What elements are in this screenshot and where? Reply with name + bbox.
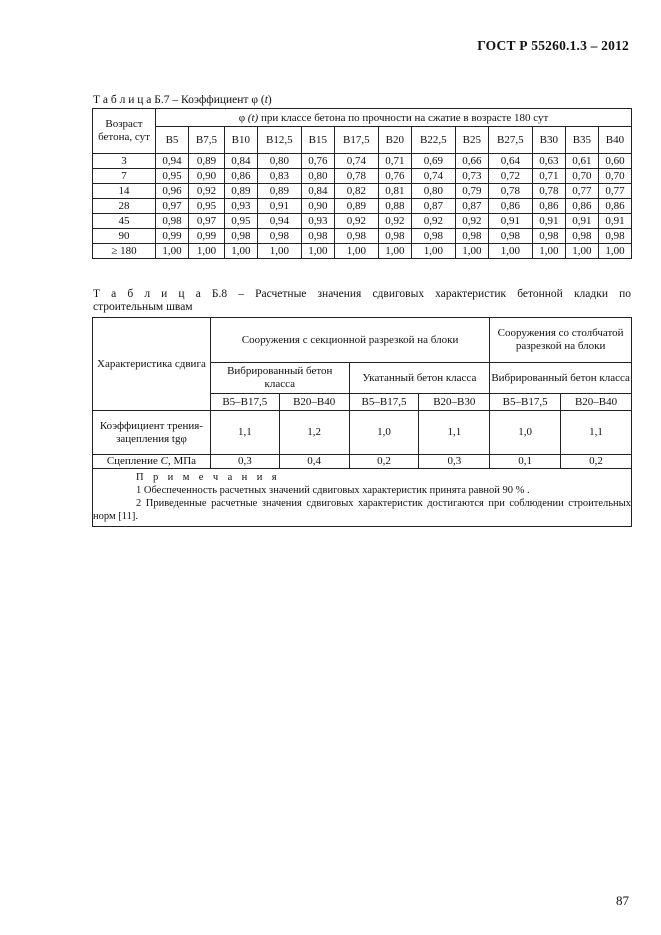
phi-value-cell: 1,00 [156, 244, 189, 259]
friction-value-cell: 1,1 [561, 411, 632, 455]
phi-value-cell: 0,97 [189, 214, 225, 229]
table-b7 [92, 108, 632, 259]
phi-value-cell: 0,91 [257, 199, 301, 214]
phi-value-cell: 0,95 [224, 214, 257, 229]
table-row [93, 184, 632, 199]
phi-value-cell: 0,91 [532, 214, 565, 229]
b8-class-cell: В5–В17,5 [210, 394, 279, 411]
friction-row [93, 411, 632, 455]
phi-value-cell: 0,90 [189, 169, 225, 184]
table-b7-caption [93, 94, 272, 107]
phi-value-cell: 0,92 [455, 214, 488, 229]
phi-value-cell: 0,98 [455, 229, 488, 244]
age-cell: 28 [93, 199, 156, 214]
phi-value-cell: 0,74 [411, 169, 455, 184]
phi-value-cell: 0,95 [189, 199, 225, 214]
phi-value-cell: 0,96 [156, 184, 189, 199]
class-header-cell: В25 [455, 127, 488, 154]
table-b8-caption [93, 288, 631, 314]
phi-value-cell: 0,84 [224, 154, 257, 169]
phi-value-cell: 0,92 [411, 214, 455, 229]
phi-value-cell: 0,98 [411, 229, 455, 244]
phi-value-cell: 0,98 [565, 229, 598, 244]
table-b7-caption-phi: φ [251, 94, 258, 106]
phi-value-cell: 0,89 [189, 154, 225, 169]
phi-group-t: (t) [247, 111, 259, 124]
phi-value-cell: 0,98 [156, 214, 189, 229]
phi-value-cell: 0,78 [488, 184, 532, 199]
phi-value-cell: 0,99 [189, 229, 225, 244]
b8-class-cell: В5–В17,5 [490, 394, 561, 411]
phi-value-cell: 0,89 [257, 184, 301, 199]
phi-value-cell: 0,91 [565, 214, 598, 229]
b8-class-cell: В20–В30 [419, 394, 490, 411]
phi-value-cell: 0,80 [257, 154, 301, 169]
phi-value-cell: 0,83 [257, 169, 301, 184]
phi-group-phi: φ [238, 111, 248, 124]
phi-value-cell: 0,87 [455, 199, 488, 214]
cohesion-value-cell: 0,3 [210, 455, 279, 469]
vibrated-concrete-header-1: Вибрированный бетон класса [210, 363, 349, 394]
phi-value-cell: 0,86 [224, 169, 257, 184]
b8-class-cell: В20–В40 [561, 394, 632, 411]
phi-value-cell: 0,71 [378, 154, 411, 169]
document-code: ГОСТ Р 55260.1.3 – 2012 [477, 38, 629, 53]
phi-value-cell: 0,76 [378, 169, 411, 184]
table-b8-caption-line2: строительным швам [93, 301, 193, 313]
friction-value-cell: 1,0 [490, 411, 561, 455]
cohesion-label-post: , МПа [167, 455, 197, 467]
phi-value-cell: 0,95 [156, 169, 189, 184]
page-number: 87 [616, 893, 629, 908]
class-header-cell: В17,5 [334, 127, 378, 154]
columnar-structures-header: Сооружения со столбчатой разрезкой на блоки [490, 318, 632, 363]
phi-value-cell: 0,98 [488, 229, 532, 244]
cohesion-value-cell: 0,4 [279, 455, 349, 469]
phi-value-cell: 0,98 [301, 229, 334, 244]
cohesion-value-cell: 0,2 [561, 455, 632, 469]
phi-value-cell: 1,00 [411, 244, 455, 259]
table-row [93, 229, 632, 244]
phi-value-cell: 1,00 [378, 244, 411, 259]
phi-value-cell: 1,00 [334, 244, 378, 259]
phi-group-rest: при классе бетона по прочности на сжатие в возрасте 180 сут [258, 111, 549, 124]
table-b7-caption-sep: – Коэффициент [169, 94, 252, 106]
phi-value-cell: 0,60 [598, 154, 631, 169]
phi-value-cell: 0,70 [598, 169, 631, 184]
phi-value-cell: 0,99 [156, 229, 189, 244]
phi-value-cell: 0,92 [189, 184, 225, 199]
phi-value-cell: 0,78 [532, 184, 565, 199]
phi-value-cell: 0,70 [565, 169, 598, 184]
phi-value-cell: 0,86 [565, 199, 598, 214]
class-header-cell: В35 [565, 127, 598, 154]
phi-value-cell: 0,98 [532, 229, 565, 244]
phi-value-cell: 0,92 [334, 214, 378, 229]
phi-value-cell: 0,87 [411, 199, 455, 214]
class-header-cell: В40 [598, 127, 631, 154]
table-b7-caption-paren-close: ) [267, 94, 272, 106]
phi-value-cell: 1,00 [598, 244, 631, 259]
phi-value-cell: 0,94 [156, 154, 189, 169]
note-2: 2 Приведенные расчетные значения сдвиговых характеристик достигаются при соблюдении строительных норм [11]. [93, 498, 631, 522]
friction-label: Коэффициент трения-зацепления tgφ [93, 411, 211, 455]
phi-value-cell: 0,93 [224, 199, 257, 214]
phi-group-header [156, 109, 632, 127]
shear-characteristic-header: Характеристика сдвига [93, 318, 211, 411]
cohesion-label-c: С [160, 455, 168, 467]
phi-value-cell: 0,66 [455, 154, 488, 169]
phi-value-cell: 1,00 [532, 244, 565, 259]
class-header-cell: В20 [378, 127, 411, 154]
phi-value-cell: 0,92 [378, 214, 411, 229]
class-header-cell: В5 [156, 127, 189, 154]
table-row [93, 244, 632, 259]
age-header: Возраст бетона, сут [93, 109, 156, 154]
cohesion-value-cell: 0,2 [349, 455, 419, 469]
phi-value-cell: 0,76 [301, 154, 334, 169]
age-cell: 14 [93, 184, 156, 199]
class-header-cell: В7,5 [189, 127, 225, 154]
friction-value-cell: 1,1 [419, 411, 490, 455]
phi-value-cell: 0,73 [455, 169, 488, 184]
class-header-cell: В12,5 [257, 127, 301, 154]
phi-value-cell: 0,86 [598, 199, 631, 214]
phi-value-cell: 0,94 [257, 214, 301, 229]
phi-value-cell: 0,98 [224, 229, 257, 244]
phi-value-cell: 0,78 [334, 169, 378, 184]
phi-value-cell: 0,80 [301, 169, 334, 184]
phi-value-cell: 0,89 [224, 184, 257, 199]
phi-value-cell: 0,69 [411, 154, 455, 169]
note-1: 1 Обеспеченность расчетных значений сдвиговых характеристик принята равной 90 % . [136, 485, 530, 496]
cohesion-label [93, 455, 211, 469]
phi-value-cell: 1,00 [189, 244, 225, 259]
phi-value-cell: 0,93 [301, 214, 334, 229]
phi-value-cell: 0,63 [532, 154, 565, 169]
phi-value-cell: 0,98 [378, 229, 411, 244]
phi-value-cell: 0,74 [334, 154, 378, 169]
friction-value-cell: 1,0 [349, 411, 419, 455]
age-cell: 45 [93, 214, 156, 229]
notes-heading: П р и м е ч а н и я [136, 472, 280, 483]
phi-value-cell: 1,00 [455, 244, 488, 259]
age-cell: 3 [93, 154, 156, 169]
phi-value-cell: 0,71 [532, 169, 565, 184]
sectional-structures-header: Сооружения с секционной разрезкой на блоки [210, 318, 489, 363]
cohesion-value-cell: 0,3 [419, 455, 490, 469]
vibrated-concrete-header-2: Вибрированный бетон класса [490, 363, 632, 394]
phi-value-cell: 1,00 [565, 244, 598, 259]
phi-value-cell: 0,98 [598, 229, 631, 244]
phi-value-cell: 0,90 [301, 199, 334, 214]
age-cell: 90 [93, 229, 156, 244]
friction-value-cell: 1,1 [210, 411, 279, 455]
phi-value-cell: 0,98 [334, 229, 378, 244]
table-row [93, 169, 632, 184]
table-b7-body [93, 154, 632, 259]
phi-value-cell: 0,79 [455, 184, 488, 199]
phi-value-cell: 0,91 [488, 214, 532, 229]
phi-value-cell: 0,86 [488, 199, 532, 214]
class-header-cell: В30 [532, 127, 565, 154]
table-b8 [92, 317, 632, 527]
phi-value-cell: 1,00 [224, 244, 257, 259]
phi-value-cell: 0,88 [378, 199, 411, 214]
phi-value-cell: 0,81 [378, 184, 411, 199]
cohesion-row [93, 455, 632, 469]
class-header-cell: В27,5 [488, 127, 532, 154]
rolled-concrete-header: Укатанный бетон класса [349, 363, 490, 394]
b8-class-cell: В20–В40 [279, 394, 349, 411]
phi-value-cell: 0,80 [411, 184, 455, 199]
phi-value-cell: 1,00 [301, 244, 334, 259]
table-b8-caption-line1: Т а б л и ц а Б.8 – Расчетные значения сдвиговых характеристик бетонной кладки по [93, 288, 631, 300]
phi-value-cell: 0,98 [257, 229, 301, 244]
phi-value-cell: 0,77 [565, 184, 598, 199]
phi-value-cell: 0,84 [301, 184, 334, 199]
phi-value-cell: 0,82 [334, 184, 378, 199]
table-row [93, 199, 632, 214]
b8-class-cell: В5–В17,5 [349, 394, 419, 411]
phi-value-cell: 0,97 [156, 199, 189, 214]
phi-value-cell: 0,72 [488, 169, 532, 184]
cohesion-label-pre: Сцепление [106, 455, 161, 467]
class-header-row [93, 127, 632, 154]
phi-value-cell: 0,61 [565, 154, 598, 169]
class-header-cell: В15 [301, 127, 334, 154]
phi-value-cell: 0,77 [598, 184, 631, 199]
table-b7-caption-prefix: Т а б л и ц а Б.7 [93, 94, 170, 106]
phi-value-cell: 1,00 [257, 244, 301, 259]
phi-value-cell: 0,86 [532, 199, 565, 214]
phi-value-cell: 0,64 [488, 154, 532, 169]
friction-value-cell: 1,2 [279, 411, 349, 455]
class-header-cell: В22,5 [411, 127, 455, 154]
cohesion-value-cell: 0,1 [490, 455, 561, 469]
table-row [93, 214, 632, 229]
age-cell: 7 [93, 169, 156, 184]
age-cell: ≥ 180 [93, 244, 156, 259]
table-b7-caption-paren-open: ( [257, 94, 265, 106]
table-row [93, 154, 632, 169]
table-b7-caption-t: t [264, 94, 268, 106]
phi-value-cell: 0,89 [334, 199, 378, 214]
notes-cell [93, 469, 632, 527]
phi-value-cell: 1,00 [488, 244, 532, 259]
phi-value-cell: 0,91 [598, 214, 631, 229]
class-header-cell: В10 [224, 127, 257, 154]
